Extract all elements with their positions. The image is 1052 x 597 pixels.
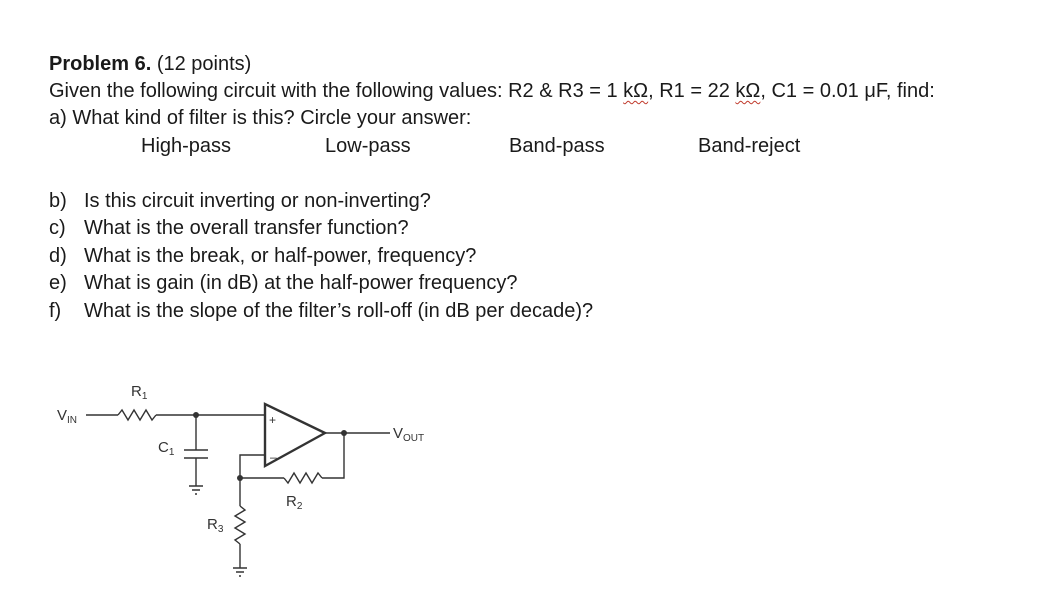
- question-label: f): [49, 300, 62, 322]
- r1-label: [131, 383, 148, 402]
- given-mid: , R1 = 22: [648, 80, 736, 102]
- option-band-pass[interactable]: Band-pass: [509, 135, 605, 157]
- feedback-wire: [322, 433, 344, 478]
- question-text: What is the slope of the filter’s roll-off (in dB per decade)?: [84, 300, 594, 322]
- question-label: c): [49, 217, 66, 239]
- junction-node: [193, 412, 199, 418]
- r3-sub: 3: [217, 524, 224, 535]
- r3-main: R: [207, 516, 218, 533]
- vout-label: [393, 425, 424, 444]
- unit-kohm-1: kΩ: [623, 80, 649, 102]
- problem-title: Problem 6.: [49, 53, 152, 75]
- feedback-node: [237, 475, 243, 481]
- r3-resistor: [235, 506, 245, 544]
- r1-resistor: [118, 410, 156, 420]
- r2-main: R: [286, 493, 297, 510]
- unit-kohm-2: kΩ: [735, 80, 761, 102]
- r1-sub: 1: [141, 391, 148, 402]
- question-text: Is this circuit inverting or non-inverting?: [84, 190, 431, 212]
- vin-main: V: [57, 407, 68, 424]
- given-prefix: Given the following circuit with the following values: R2 & R3 = 1: [49, 80, 624, 102]
- question-label: e): [49, 272, 67, 294]
- problem-points: (12 points): [156, 53, 252, 75]
- option-low-pass[interactable]: Low-pass: [325, 135, 411, 157]
- option-high-pass[interactable]: High-pass: [141, 135, 232, 157]
- question-label: b): [49, 190, 67, 212]
- r2-resistor: [284, 473, 322, 483]
- ground-2: [233, 568, 247, 576]
- question-label: d): [49, 245, 67, 267]
- question-text: What is the break, or half-power, frequency?: [84, 245, 477, 267]
- question-text: What is gain (in dB) at the half-power frequency?: [84, 272, 518, 294]
- r3-label: [207, 516, 224, 535]
- c1-main: C: [158, 439, 169, 456]
- r1-main: R: [131, 383, 142, 400]
- r2-sub: 2: [296, 501, 303, 512]
- output-node: [341, 430, 347, 436]
- c1-sub: 1: [168, 447, 175, 458]
- plus-sign: +: [269, 413, 277, 427]
- vin-sub: IN: [67, 415, 78, 426]
- given-suffix: , C1 = 0.01 μF, find:: [760, 80, 935, 102]
- ground-1: [189, 486, 203, 494]
- vin-label: [57, 407, 77, 426]
- part-a-question: a) What kind of filter is this? Circle your answer:: [49, 107, 472, 129]
- minus-sign: –: [270, 450, 277, 464]
- vout-sub: OUT: [403, 433, 425, 444]
- vout-main: V: [393, 425, 404, 442]
- option-band-reject[interactable]: Band-reject: [698, 135, 801, 157]
- c1-label: [158, 439, 175, 458]
- r2-label: [286, 493, 303, 512]
- question-text: What is the overall transfer function?: [84, 217, 409, 239]
